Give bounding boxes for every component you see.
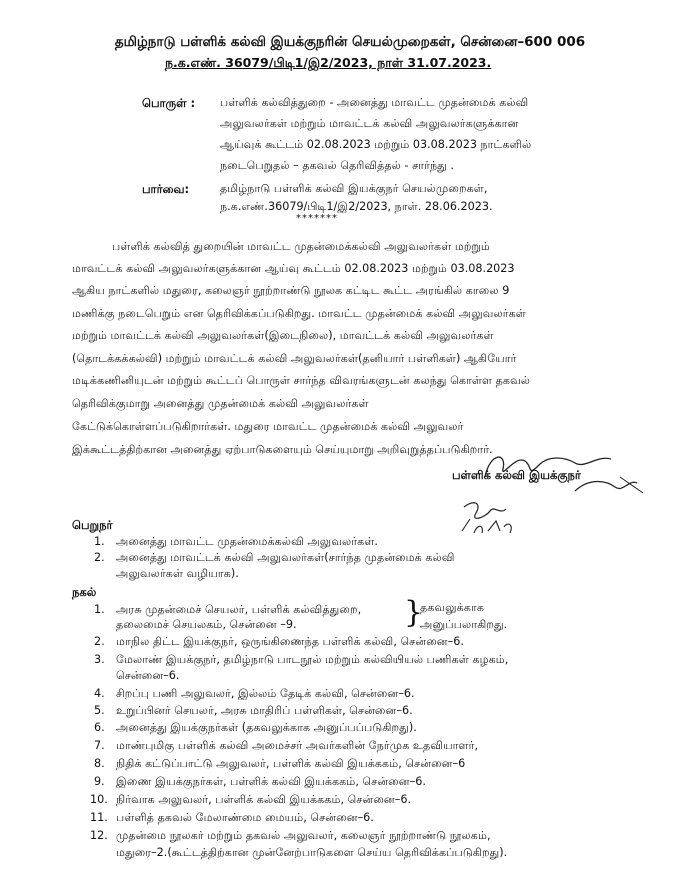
list-item: முதன்மை நூலகர் மற்றும் தகவல் அலுவலர், கலைஞர் நூற்றாண்டு நூலகம், [116,829,491,842]
list-number: 4. [94,687,105,700]
list-item: பள்ளித் தகவல் மேலாண்மை மையம், சென்னை–6. [116,811,374,824]
list-item: அனைத்து மாவட்டக் கல்வி அலுவலர்கள்(சார்ந்த முதன்மைக் கல்வி [116,551,455,564]
subject-label: பொருள் : [142,96,196,110]
list-item: சென்னை–6. [116,669,180,682]
separator-stars: ******* [296,213,338,224]
body-line: (தொடக்கக்கல்வி) மற்றும் மாவட்டக் கல்வி அலுவலர்கள்(தனியார் பள்ளிகள்) ஆகியோர் [72,352,517,365]
brace-symbol: } [404,595,424,630]
list-item: உறுப்பினர் செயலர், அரசு மாதிரிப் பள்ளிகள், சென்னை–6. [116,704,413,717]
list-number: 3. [94,653,105,666]
body-line: கேட்டுக்கொள்ளப்படுகிறார்கள். மதுரை மாவட்ட முதன்மைக் கல்வி அலுவலர் [72,420,464,433]
subject-line: அலுவலர்கள் மற்றும் மாவட்டக் கல்வி அலுவலர்களுக்கான [220,117,519,130]
list-item: மதுரை–2.(கூட்டத்திற்கான முன்னேற்பாடுகளை செய்ய தெரிவிக்கப்படுகிறது). [116,846,508,859]
reference-line: தமிழ்நாடு பள்ளிக் கல்வி இயக்குநர் செயல்முறைகள், [220,182,488,195]
list-item: அலுவலர்கள் வழியாக). [116,567,239,580]
initials-scribble [456,497,518,541]
signatory-title: பள்ளிக் கல்வி இயக்குநர் [452,468,581,482]
recipients-label: பெறுநர் [72,518,113,532]
list-number: 10. [90,793,108,806]
list-number: 8. [94,757,105,770]
list-item: அனைத்து இயக்குநர்கள் (தகவலுக்காக அனுப்பப்படுகிறது). [116,721,417,734]
list-item: அரசு முதன்மைச் செயலர், பள்ளிக் கல்வித்துறை, [116,603,362,616]
body-line: மாவட்டக் கல்வி அலுவலர்களுக்கான ஆய்வு கூட்டம் 02.08.2023 மற்றும் 03.08.2023 [72,262,515,275]
copy-note: அனுப்பலாகிறது. [420,618,508,631]
list-item: நிர்வாக அலுவலர், பள்ளிக் கல்வி இயக்ககம், சென்னை–6. [116,793,412,806]
list-item: தலைமைச் செயலகம், சென்னை –9. [116,618,297,631]
list-number: 6. [94,721,105,734]
office-heading: தமிழ்நாடு பள்ளிக் கல்வி இயக்குநரின் செயல்முறைகள், சென்னை–600 006 [114,34,586,50]
body-line: மடிக்கணினியுடன் மற்றும் கூட்டப் பொருள் சார்ந்த விவரங்களுடன் கலந்து கொள்ள தகவல் [72,374,531,387]
body-line: இக்கூட்டத்திற்கான அனைத்து ஏற்பாடுகளையும் செய்யுமாறு அறிவுறுத்தப்படுகிறார். [72,443,493,456]
list-number: 11. [90,811,108,824]
list-item: அனைத்து மாவட்ட முதன்மைக்கல்வி அலுவலர்கள். [116,535,378,548]
body-line: ஆகிய நாட்களில் மதுரை, கலைஞர் நூற்றாண்டு நூலக கட்டிட கூட்ட அரங்கில் காலை 9 [72,284,510,297]
copy-label: நகல் [72,585,97,599]
reference-label: பார்வை: [142,182,190,196]
list-item: மேலாண் இயக்குநர், தமிழ்நாடு பாடநூல் மற்றும் கல்வியியல் பணிகள் கழகம், [116,653,509,666]
copy-note: தகவலுக்காக [420,601,484,614]
list-item: மாநில திட்ட இயக்குநர், ஒருங்கிணைந்த பள்ளிக் கல்வி, சென்னை–6. [116,635,464,648]
list-number: 12. [90,829,108,842]
reference-number: ந.க.எண். 36079/பிடி1/இ2/2023, நாள் 31.07.2023. [165,55,492,70]
body-line: மற்றும் மாவட்டக் கல்வி அலுவலர்கள்(இடைநிலை), மாவட்டக் கல்வி அலுவலர்கள் [72,329,494,342]
list-item: சிறப்பு பணி அலுவலர், இல்லம் தேடிக் கல்வி, சென்னை–6. [116,687,415,700]
list-number: 7. [94,739,105,752]
list-number: 2. [94,551,105,564]
subject-line: ஆய்வுக் கூட்டம் 02.08.2023 மற்றும் 03.08.2023 நாட்களில் [220,138,532,151]
list-item: மாண்புமிகு பள்ளிக் கல்வி அமைச்சர் அவர்களின் நேர்முக உதவியாளர், [116,739,479,752]
list-number: 1. [94,603,105,616]
body-line: பள்ளிக் கல்வித் துறையின் மாவட்ட முதன்மைக்கல்வி அலுவலர்கள் மற்றும் [112,240,490,253]
body-line: மணிக்கு நடைபெறும் என தெரிவிக்கப்படுகிறது. மாவட்ட முதன்மைக் கல்வி அலுவலர்கள் [72,307,526,320]
list-item: நிதிக் கட்டுப்பாட்டு அலுவலர், பள்ளிக் கல்வி இயக்ககம், சென்னை–6 [116,757,466,770]
reference-line: ந.க.எண்.36079/பிடி1/இ2/2023, நாள். 28.06.2023. [220,200,493,213]
list-item: இணை இயக்குநர்கள், பள்ளிக் கல்வி இயக்ககம், சென்னை–6. [116,775,426,788]
list-number: 5. [94,704,105,717]
list-number: 1. [94,535,105,548]
subject-line: பள்ளிக் கல்வித்துறை - அனைத்து மாவட்ட முதன்மைக் கல்வி [220,96,529,109]
subject-line: நடைபெறுதல் – தகவல் தெரிவித்தல் - சார்ந்து . [220,159,454,172]
list-number: 2. [94,635,105,648]
body-line: தெரிவிக்குமாறு அனைத்து முதன்மைக் கல்வி அலுவலர்கள் [72,397,369,410]
list-number: 9. [94,775,105,788]
